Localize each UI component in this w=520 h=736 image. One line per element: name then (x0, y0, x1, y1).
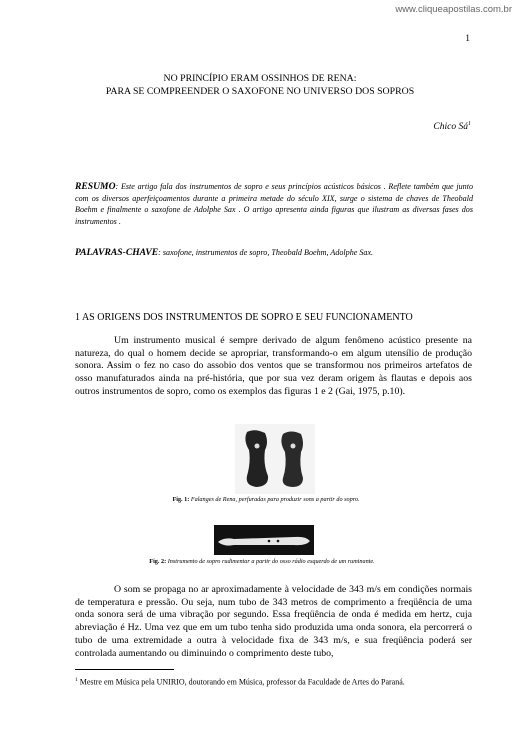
author-footnote-ref: 1 (468, 121, 471, 127)
keywords-label: PALAVRAS-CHAVE (75, 247, 159, 258)
abstract-label: RESUMO (75, 181, 116, 192)
bone-hole-2-icon (277, 540, 280, 543)
radius-bone-instrument-figure (214, 525, 314, 555)
figure-1-caption-text: Falanges de Rena, perfuradas para produzir sons a partir do sopro. (189, 496, 360, 503)
figure-1-caption (96, 496, 436, 503)
footnote (75, 677, 475, 687)
abstract (75, 181, 473, 227)
section-heading: 1 AS ORIGENS DOS INSTRUMENTOS DE SOPRO E SEU FUNCIONAMENTO (75, 312, 413, 323)
footnote-text: Mestre em Música pela UNIRIO, doutorando em Música, professor da Faculdade de Artes do Paraná. (77, 677, 405, 687)
title-line-2: PARA SE COMPREENDER O SAXOFONE NO UNIVERSO DOS SOPROS (105, 85, 415, 97)
author-name (433, 121, 471, 132)
figure-2-label: Fig. 2: (149, 558, 167, 565)
abstract-text: : Este artigo fala dos instrumentos de sopro e seus princípios acústicos básicos . Reflete também que junto com os diversos aperfeiçoamentos durante a primeira metade do século XIX, surge o sistema de chaves de Theobald Boehm e finalmente o saxofone de Adolphe Sax . O artigo apresenta ainda figuras que ilustram as diversas fases dos instrumentos . (75, 182, 473, 226)
figure-1-label: Fig. 1: (172, 496, 190, 503)
bone-right-hole-icon (291, 444, 296, 449)
paragraph-2: O som se propaga no ar aproximadamente à velocidade de 343 m/s em condições normais de temperatura e pressão. Ou seja, num tubo de 343 metros de comprimento a freqüência de uma onda sonora será de uma vibração por segundo. Essa freqüência de onda é medida em hertz, cuja abreviação é Hz. Uma vez que em um tubo tenha sido produzida uma onda sonora, ela percorrerá o tubo de uma extremidade a outra à velocidade fixa de 343 m/s, e sua freqüência poderá ser controlada aumentando ou diminuindo o comprimento deste tubo, (75, 584, 472, 659)
footnote-marker: 1 (75, 677, 78, 683)
keywords-text: : saxofone, instrumentos de sopro, Theobald Boehm, Adolphe Sax. (158, 248, 374, 257)
page-number: 1 (465, 34, 470, 44)
title-line-1: NO PRINCÍPIO ERAM OSSINHOS DE RENA: (163, 73, 357, 84)
figure-2-caption-text: Instrumento de sopro rudimentar a partir do osso rádio esquerdo de um ruminante. (166, 558, 375, 565)
footnote-divider (75, 669, 174, 670)
author-text: Chico Sá (433, 122, 468, 133)
article-title (60, 73, 460, 98)
bone-left-hole-icon (255, 444, 260, 449)
figure-2-caption (92, 558, 432, 565)
site-watermark: www.cliqueapostilas.com.br (395, 4, 512, 15)
paragraph-1: Um instrumento musical é sempre derivado de algum fenômeno acústico presente na natureza, do qual o homem decide se apropriar, transformando-o em algum utensílio de produção sonora. Assim o fez no caso do assobio dos ventos que se transformou nos primeiros artefatos de osso manufaturados ainda na pré-história, que por sua vez deram origem às flautas e depois aos outros instrumentos de sopro, como os exemplos das figuras 1 e 2 (Gai, 1975, p.10). (75, 335, 472, 397)
bone-hole-1-icon (268, 540, 271, 543)
reindeer-phalanges-figure (235, 424, 315, 494)
keywords (75, 247, 473, 258)
